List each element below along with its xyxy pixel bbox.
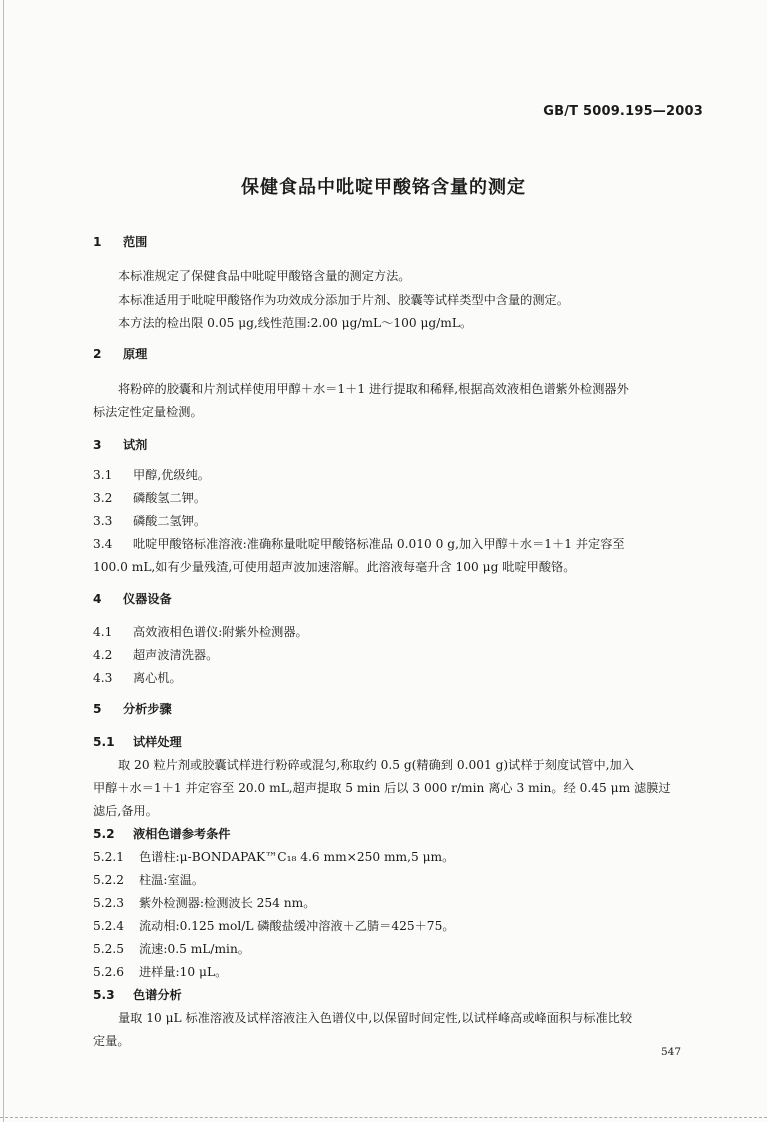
clause-text: 流动相:0.125 mol/L 磷酸盐缓冲溶液＋乙腈＝425＋75。: [139, 919, 455, 933]
clause-number: 5.2.2: [93, 873, 125, 887]
subsection-5-1-heading: [93, 733, 182, 751]
reagent-3-4-continued: 100.0 mL,如有少量残渣,可使用超声波加速溶解。此溶液每毫升含 100 μg 吡啶甲酸铬。: [93, 560, 576, 574]
clause-text: 进样量:10 μL。: [139, 965, 228, 979]
section-5-heading: [93, 700, 172, 718]
equipment-4-2: [93, 646, 218, 664]
section-number: 5: [93, 702, 102, 716]
condition-5-2-1: [93, 848, 454, 866]
principle-paragraph-line-1: 将粉碎的胶囊和片剂试样使用甲醇＋水＝1＋1 进行提取和稀释,根据高效液相色谱紫外检测器外: [118, 382, 629, 396]
scan-edge-bottom: [0, 1117, 767, 1119]
clause-title: 色谱分析: [133, 988, 182, 1002]
reagent-3-4: [93, 535, 625, 553]
section-number: 3: [93, 438, 102, 452]
clause-text: 离心机。: [133, 671, 182, 685]
chromatography-analysis-line-2: 定量。: [93, 1034, 130, 1048]
section-3-heading: [93, 436, 147, 454]
scan-edge-left: [3, 0, 4, 1122]
clause-title: 液相色谱参考条件: [133, 827, 231, 841]
chromatography-analysis-line-1: 量取 10 μL 标准溶液及试样溶液注入色谱仪中,以保留时间定性,以试样峰高或峰面积与标准比较: [118, 1011, 633, 1025]
clause-number: 5.1: [93, 735, 115, 749]
clause-number: 3.4: [93, 537, 113, 551]
clause-text: 流速:0.5 mL/min。: [139, 942, 250, 956]
document-title: 保健食品中吡啶甲酸铬含量的测定: [241, 177, 526, 198]
section-1-heading: [93, 233, 147, 251]
section-title: 仪器设备: [123, 592, 172, 606]
section-4-heading: [93, 590, 172, 608]
clause-text: 高效液相色谱仪:附紫外检测器。: [133, 625, 308, 639]
page-number: 547: [661, 1046, 682, 1058]
clause-number: 4.1: [93, 625, 113, 639]
clause-text: 色谱柱:μ-BONDAPAK™C₁₈ 4.6 mm×250 mm,5 μm。: [139, 850, 455, 864]
clause-text: 紫外检测器:检测波长 254 nm。: [139, 896, 316, 910]
clause-number: 4.2: [93, 648, 113, 662]
clause-text: 吡啶甲酸铬标准溶液:准确称量吡啶甲酸铬标准品 0.010 0 g,加入甲醇＋水＝1＋1 并定容至: [133, 537, 625, 551]
section-title: 试剂: [123, 438, 148, 452]
clause-text: 磷酸氢二钾。: [133, 491, 207, 505]
reagent-3-3: [93, 512, 206, 530]
scope-paragraph-2: 本标准适用于吡啶甲酸铬作为功效成分添加于片剂、胶囊等试样类型中含量的测定。: [118, 293, 569, 307]
clause-number: 4.3: [93, 671, 113, 685]
condition-5-2-6: [93, 963, 227, 981]
condition-5-2-4: [93, 917, 455, 935]
condition-5-2-3: [93, 894, 315, 912]
clause-text: 磷酸二氢钾。: [133, 514, 207, 528]
clause-number: 5.2.4: [93, 919, 125, 933]
subsection-5-2-heading: [93, 825, 231, 843]
scope-paragraph-1: 本标准规定了保健食品中吡啶甲酸铬含量的测定方法。: [118, 269, 411, 283]
section-title: 分析步骤: [123, 702, 172, 716]
section-number: 1: [93, 235, 102, 249]
reagent-3-2: [93, 489, 206, 507]
principle-paragraph-line-2: 标法定性定量检测。: [93, 405, 203, 419]
sample-prep-line-3: 滤后,备用。: [93, 804, 158, 818]
clause-text: 超声波清洗器。: [133, 648, 219, 662]
clause-number: 5.2.6: [93, 965, 125, 979]
clause-number: 3.3: [93, 514, 113, 528]
clause-number: 5.2.1: [93, 850, 125, 864]
sample-prep-line-1: 取 20 粒片剂或胶囊试样进行粉碎或混匀,称取约 0.5 g(精确到 0.001 g)试样于刻度试管中,加入: [118, 758, 634, 772]
section-number: 2: [93, 347, 102, 361]
condition-5-2-2: [93, 871, 204, 889]
reagent-3-1: [93, 466, 210, 484]
section-2-heading: [93, 345, 147, 363]
standard-number: GB/T 5009.195—2003: [543, 104, 703, 119]
clause-number: 3.2: [93, 491, 113, 505]
clause-number: 3.1: [93, 468, 113, 482]
subsection-5-3-heading: [93, 986, 182, 1004]
clause-number: 5.2: [93, 827, 115, 841]
section-number: 4: [93, 592, 102, 606]
sample-prep-line-2: 甲醇＋水＝1＋1 并定容至 20.0 mL,超声提取 5 min 后以 3 000 r/min 离心 3 min。经 0.45 μm 滤膜过: [93, 781, 671, 795]
clause-text: 甲醇,优级纯。: [133, 468, 210, 482]
clause-number: 5.2.5: [93, 942, 125, 956]
section-title: 原理: [123, 347, 148, 361]
equipment-4-1: [93, 623, 308, 641]
scope-paragraph-3: 本方法的检出限 0.05 μg,线性范围:2.00 μg/mL～100 μg/mL。: [118, 316, 473, 330]
condition-5-2-5: [93, 940, 250, 958]
equipment-4-3: [93, 669, 182, 687]
clause-title: 试样处理: [133, 735, 182, 749]
clause-number: 5.2.3: [93, 896, 125, 910]
clause-text: 柱温:室温。: [139, 873, 205, 887]
clause-number: 5.3: [93, 988, 115, 1002]
section-title: 范围: [123, 235, 148, 249]
